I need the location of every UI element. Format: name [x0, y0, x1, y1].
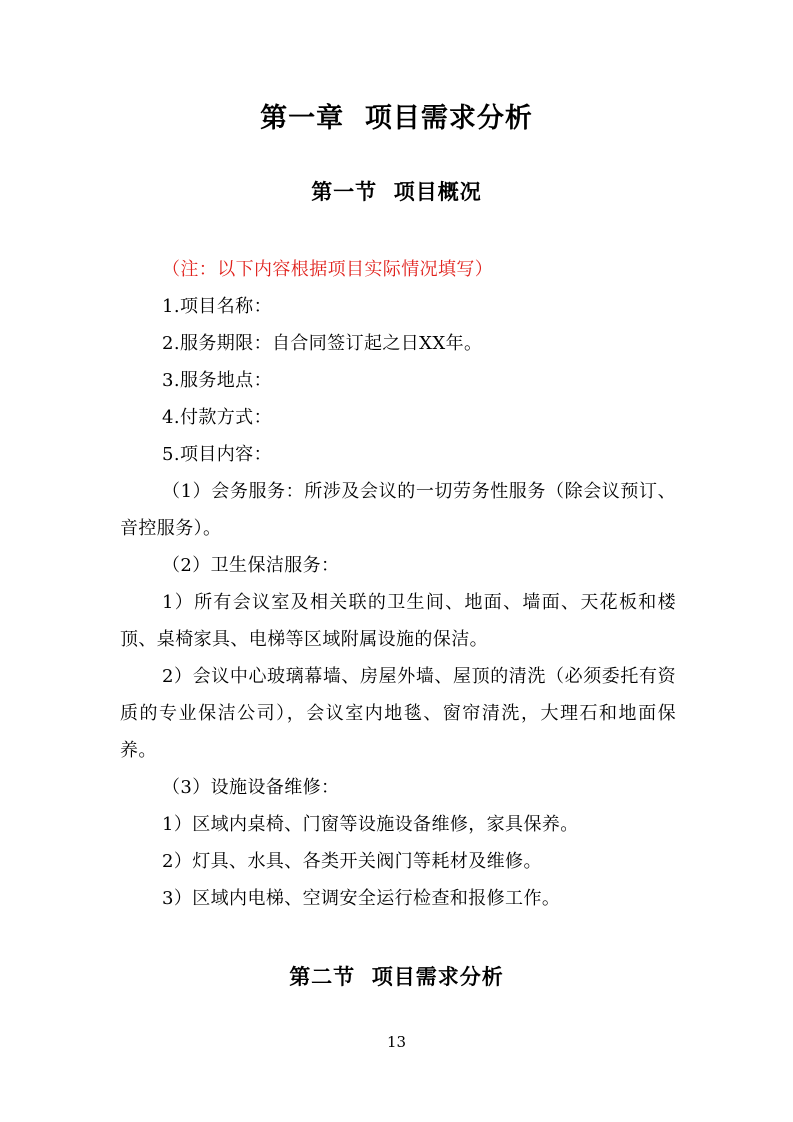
maintenance-item-2: 2）灯具、水具、各类开关阀门等耗材及维修。 [162, 851, 542, 872]
item-project-content: 5.项目内容： [162, 444, 272, 465]
fill-in-note: （注：以下内容根据项目实际情况填写） [162, 259, 494, 280]
item-payment-method: 4.付款方式： [162, 407, 272, 428]
item-service-location: 3.服务地点： [162, 370, 272, 391]
content-maintenance: （3）设施设备维修： [162, 777, 340, 798]
item-project-name: 1.项目名称： [162, 296, 272, 317]
page-number: 13 [386, 1033, 407, 1051]
maintenance-item-3: 3）区域内电梯、空调安全运行检查和报修工作。 [162, 888, 561, 909]
section-title-needs-analysis: 第二节 项目需求分析 [289, 965, 504, 989]
section-title-overview: 第一节 项目概况 [311, 180, 482, 204]
chapter-title: 第一章 项目需求分析 [260, 103, 533, 134]
content-cleaning-service: （2）卫生保洁服务： [162, 555, 340, 576]
cleaning-item-1: 1）所有会议室及相关联的卫生间、地面、墙面、天花板和楼顶、桌椅家具、电梯等区域附属设施的保洁。 [120, 592, 676, 650]
content-conference-service: （1）会务服务：所涉及会议的一切劳务性服务（除会议预订、音控服务）。 [120, 481, 676, 539]
maintenance-item-1: 1）区域内桌椅、门窗等设施设备维修，家具保养。 [162, 814, 579, 835]
cleaning-item-2: 2）会议中心玻璃幕墙、房屋外墙、屋顶的清洗（必须委托有资质的专业保洁公司），会议室内地毯、窗帘清洗，大理石和地面保养。 [120, 666, 676, 761]
item-service-period: 2.服务期限：自合同签订起之日XX年。 [162, 333, 483, 354]
